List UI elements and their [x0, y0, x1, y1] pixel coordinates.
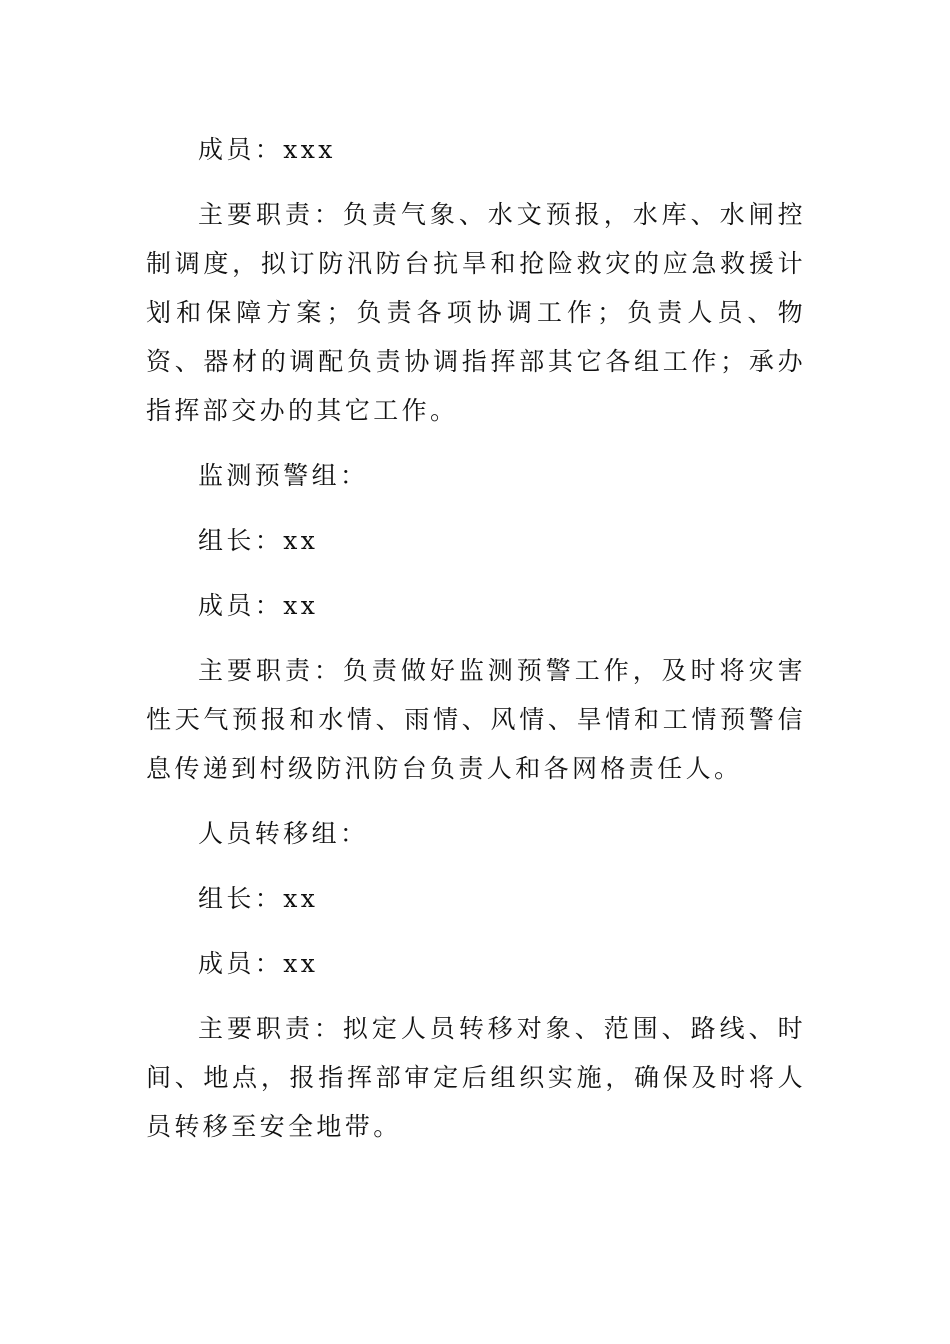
- duty-paragraph: 主要职责：负责气象、水文预报，水库、水闸控制调度，拟订防汛防台抗旱和抢险救灾的应急救援计划和保障方案；负责各项协调工作；负责人员、物资、器材的调配负责协调指挥部其它各组工作；承办指挥部交办的其它工作。: [146, 200, 806, 425]
- duty-paragraph: 主要职责：拟定人员转移对象、范围、路线、时间、地点，报指挥部审定后组织实施，确保及时将人员转移至安全地带。: [146, 1014, 806, 1141]
- duty-paragraph: 主要职责：负责做好监测预警工作，及时将灾害性天气预报和水情、雨情、风情、旱情和工情预警信息传递到村级防汛防台负责人和各网格责任人。: [146, 656, 806, 783]
- member-line: 成员：xxx: [198, 135, 336, 164]
- member-line: 成员：xx: [198, 591, 319, 620]
- member-line: 成员：xx: [198, 949, 319, 978]
- document-body: [146, 125, 806, 1151]
- leader-line: 组长：xx: [198, 526, 319, 555]
- leader-line: 组长：xx: [198, 884, 319, 913]
- section-heading-monitoring: 监测预警组：: [198, 461, 369, 490]
- section-heading-evacuation: 人员转移组：: [198, 819, 369, 848]
